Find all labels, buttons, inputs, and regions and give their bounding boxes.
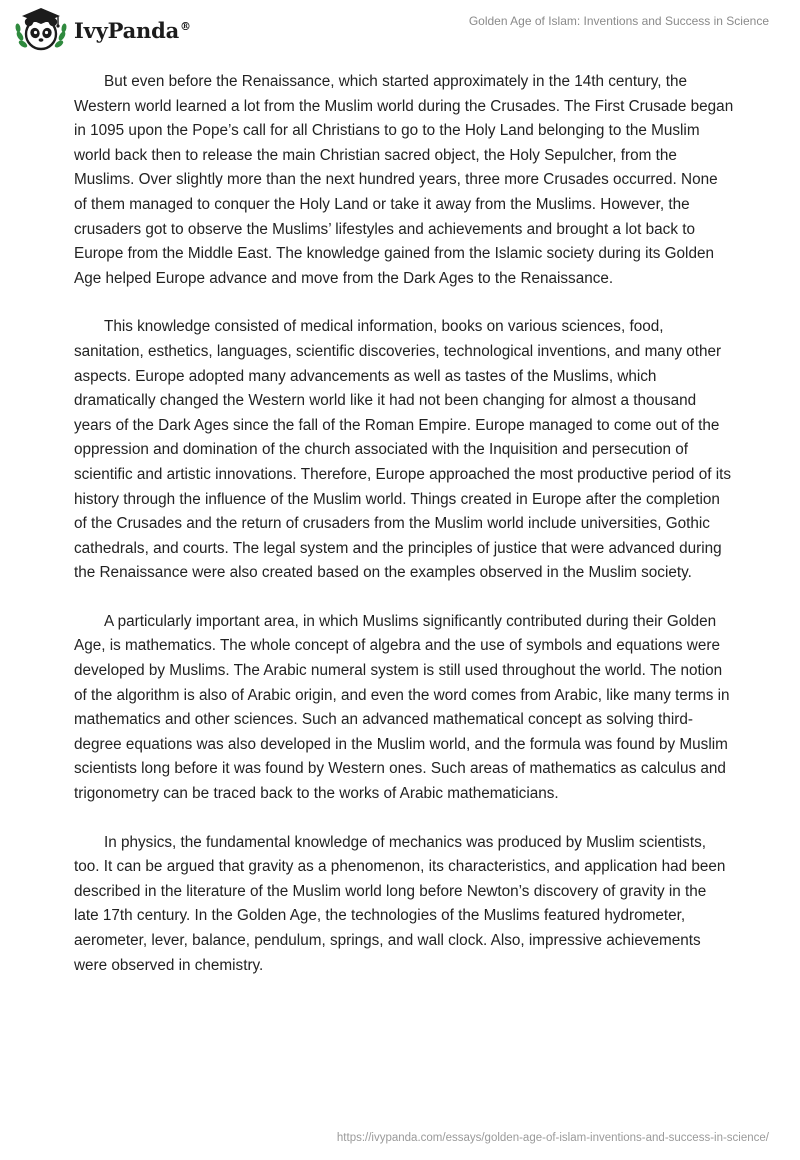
brand-name: IvyPanda® [74, 17, 191, 43]
essay-body [74, 70, 734, 1002]
document-title: Golden Age of Islam: Inventions and Success in Science [468, 14, 769, 28]
page-header [0, 0, 800, 60]
brand-logo[interactable] [14, 6, 191, 54]
paragraph-4: In physics, the fundamental knowledge of mechanics was produced by Muslim scientists, too. It can be argued that gravity as a phenomenon, its characteristics, and application had been described in the literature of the Muslim world long before Newton’s discovery of gravity in the late 17th century. In the Golden Age, the technologies of the Muslims featured hydrometer, aerometer, lever, balance, pendulum, springs, and wall clock. Also, impressive achievements were observed in chemistry. [74, 833, 726, 974]
panda-graduate-icon [14, 6, 68, 54]
paragraph-2: This knowledge consisted of medical information, books on various sciences, food, sanitation, esthetics, languages, scientific discoveries, technological inventions, and many other aspects. Europe adopted many advancements as well as tastes of the Muslims, which dramatically changed the Western world like it had not been changing for almost a thousand years of the Dark Ages since the fall of the Roman Empire. Europe managed to come out of the oppression and domination of the church associated with the Inquisition and persecution of scientific and artistic innovations. Therefore, Europe approached the most productive period of its history through the influence of the Muslim world. Things created in Europe after the completion of the Crusades and the return of crusaders from the Muslim world include universities, Gothic cathedrals, and courts. The legal system and the principles of justice that were advanced during the Renaissance were also created based on the examples observed in the Muslim society. [74, 318, 731, 582]
source-url[interactable]: https://ivypanda.com/essays/golden-age-of-islam-inventions-and-success-in-science/ [336, 1132, 769, 1144]
registered-mark: ® [180, 19, 191, 33]
paragraph-3: A particularly important area, in which Muslims significantly contributed during their Golden Age, is mathematics. The whole concept of algebra and the use of symbols and equations were developed by Muslims. The Arabic numeral system is still used throughout the world. The notion of the algorithm is also of Arabic origin, and even the word comes from Arabic, like many terms in mathematics and other sciences. Such an advanced mathematical concept as solving third-degree equations was also developed in the Muslim world, and the formula was found by Muslim scientists long before it was found by Western ones. Such areas of mathematics as calculus and trigonometry can be traced back to the works of Arabic mathematicians. [74, 612, 730, 803]
paragraph-1: But even before the Renaissance, which started approximately in the 14th century, the Western world learned a lot from the Muslim world during the Crusades. The First Crusade began in 1095 upon the Pope’s call for all Christians to go to the Holy Land belonging to the Muslim world back then to release the main Christian sacred object, the Holy Sepulcher, from the Muslims. Over slightly more than the next hundred years, three more Crusades occurred. None of them managed to conquer the Holy Land or take it away from the Muslims. However, the crusaders got to observe the Muslims’ lifestyles and achievements and brought a lot back to Europe from the Middle East. The knowledge gained from the Islamic society during its Golden Age helped Europe advance and move from the Dark Ages to the Renaissance. [74, 73, 734, 287]
